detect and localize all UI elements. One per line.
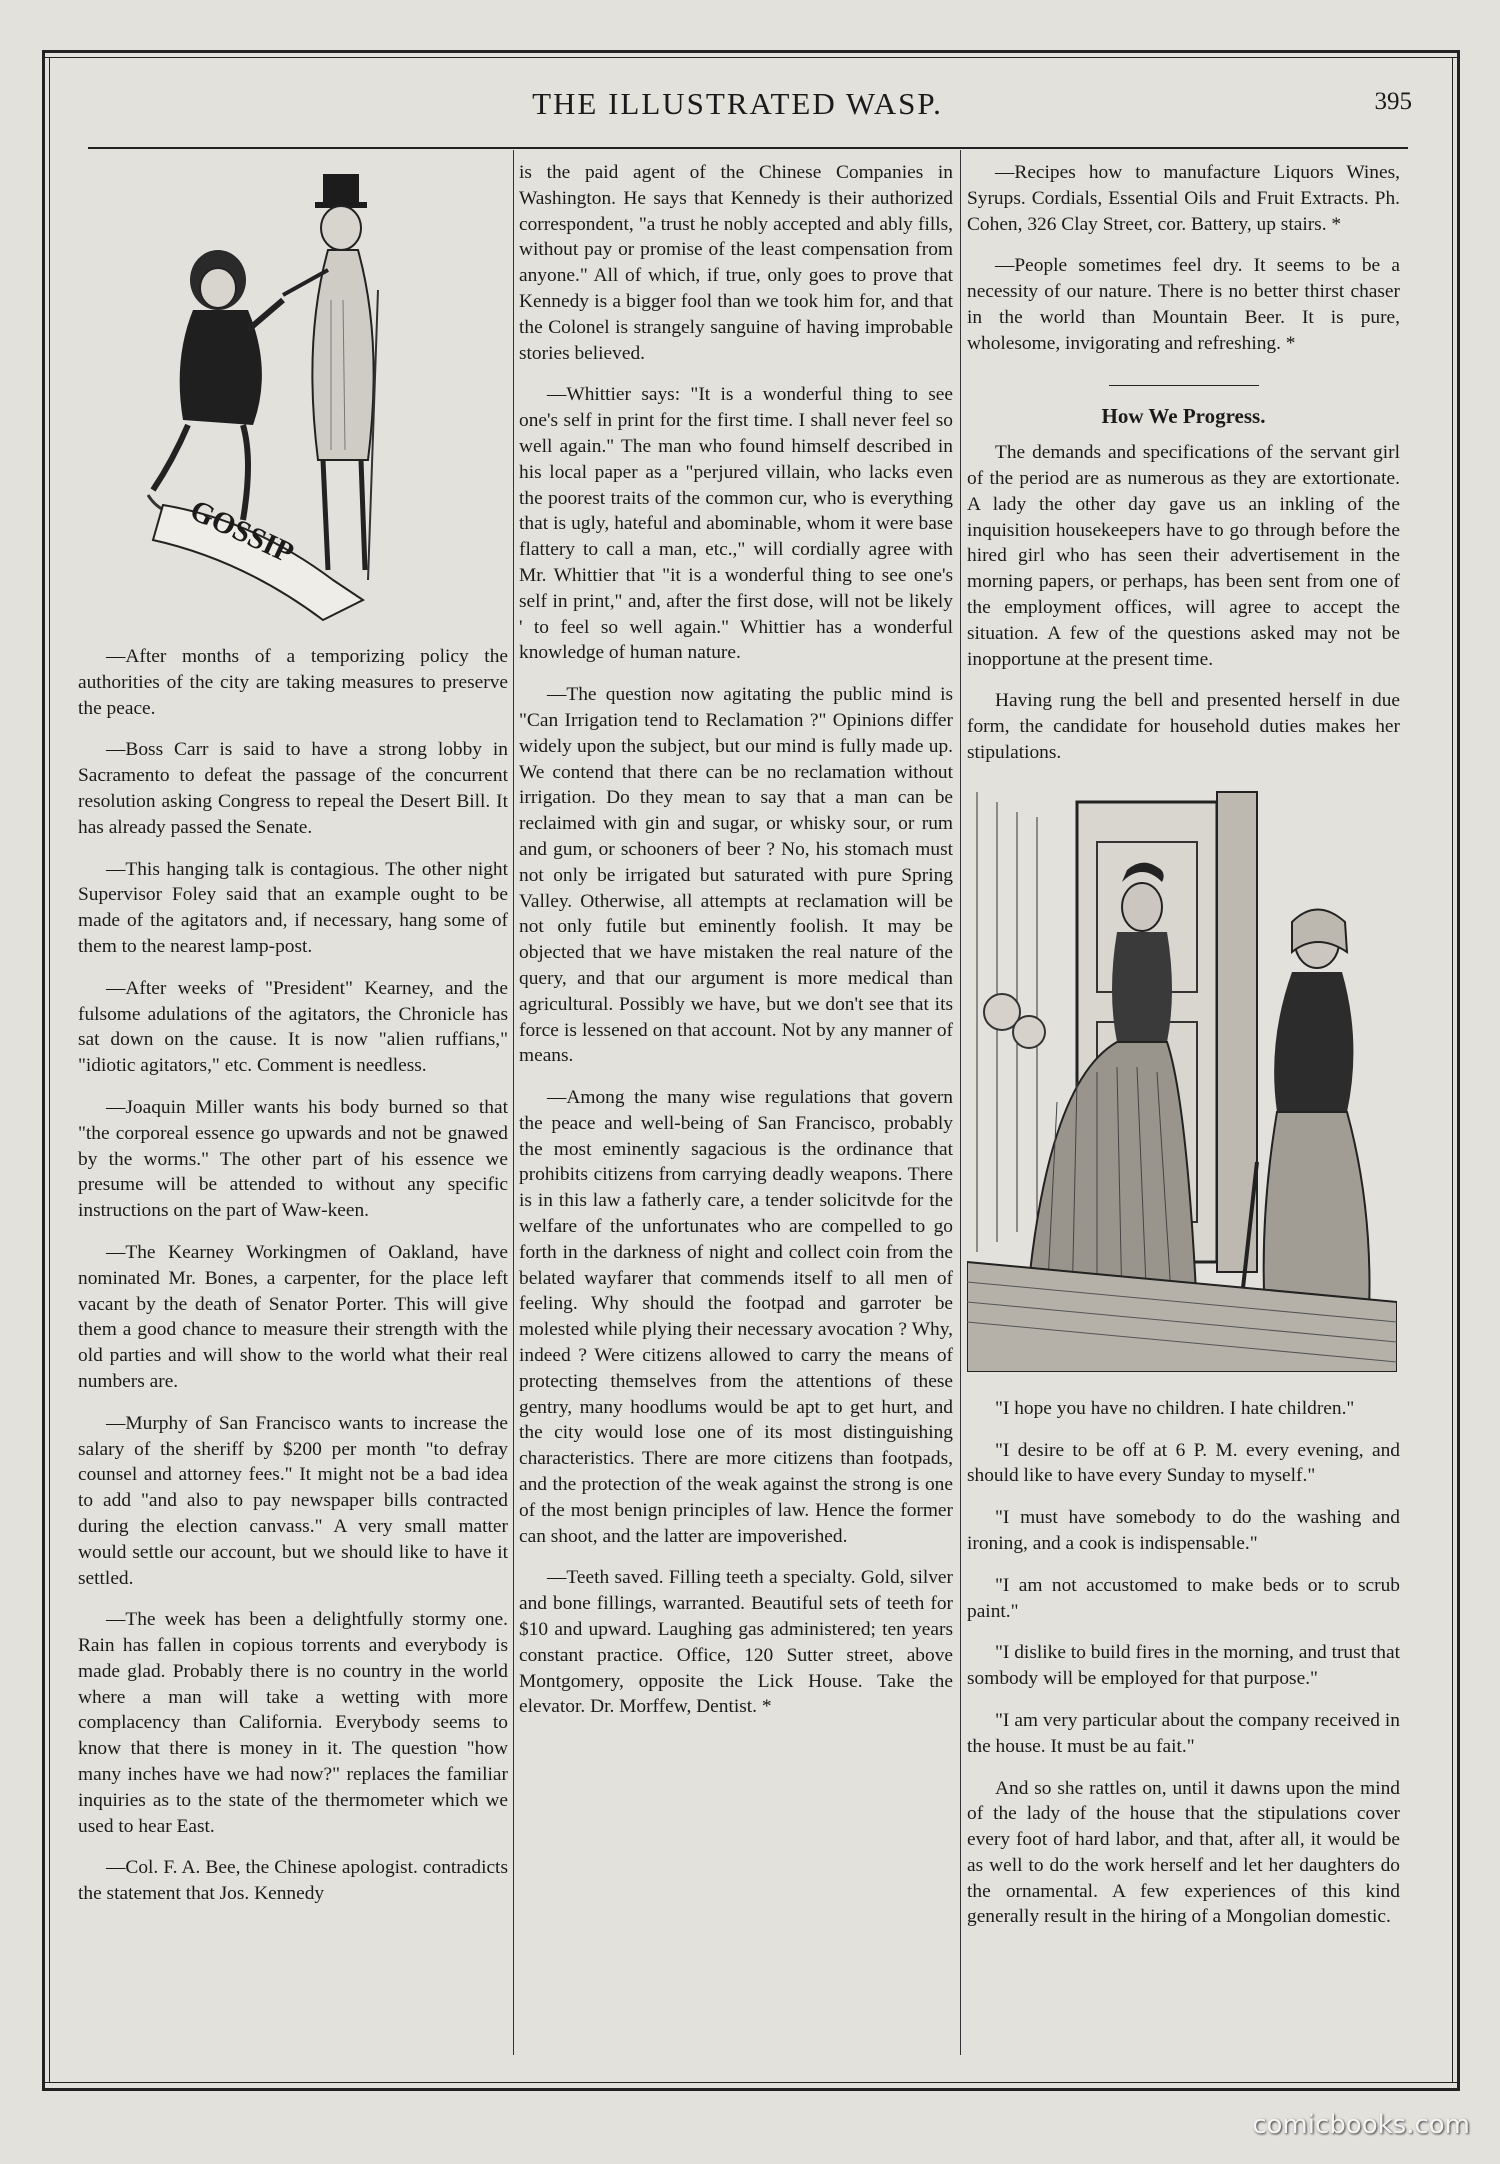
col1-paragraph: —After weeks of "President" Kearney, and the fulsome adulations of the agitators, the Chronicle has sat down on the cause. It is now "alien ruffians," "idiotic agitators," etc. Comment is needless. — [78, 977, 508, 1077]
col3-paragraph: Having rung the bell and presented herself in due form, the candidate for household duties makes her stipulations. — [967, 690, 1400, 763]
col3-quote-paragraph: "I hope you have no children. I hate children." — [995, 1397, 1355, 1419]
column-2 — [519, 160, 953, 1736]
section-heading: How We Progress. — [1101, 404, 1266, 429]
gossip-cartoon — [133, 160, 433, 630]
col1-paragraph: —After months of a temporizing policy the authorities of the city are taking measures to preserve the peace. — [78, 646, 508, 719]
outer-border-right — [1457, 50, 1460, 2091]
column-3 — [967, 160, 1400, 1946]
column-divider-1 — [513, 150, 514, 2055]
page-number: 395 — [1374, 88, 1412, 115]
page-title: THE ILLUSTRATED WASP. — [532, 86, 943, 121]
col2-paragraph: is the paid agent of the Chinese Companies in Washington. He says that Kennedy is their authorized correspondent, "a trust he nobly accepted and ably fills, without pay or promise of the least compensation from anyone." All of which, if true, only goes to prove that Kennedy is a bigger fool than we took him for, and that the Colonel is strangely sanguine of having improbable stories believed. — [519, 162, 953, 364]
inner-border-top — [42, 57, 1460, 58]
inner-border-left — [49, 57, 50, 2083]
col1-paragraph: —The week has been a delightfully stormy one. Rain has fallen in copious torrents and everybody is made glad. Probably there is no country in the world where a man will take a wetting with more complacency than California. Everybody seems to know that there is money in it. The question "how many inches have we had now?" replaces the familiar inquiries as to the state of the thermometer which we used to hear East. — [78, 1609, 508, 1837]
gossip-banner-text: GOSSIP — [185, 493, 299, 570]
col1-paragraph: —This hanging talk is contagious. The other night Supervisor Foley said that an example ought to be made of the agitators and, if necessary, hang some of them to the nearest lamp-post. — [78, 858, 508, 957]
col1-paragraph: —Murphy of San Francisco wants to increase the salary of the sheriff by $200 per month "to defray counsel and attorney fees." It might not be a bad idea to add "and also to pay newspaper bills contracted during the election canvass." A very small matter would settle our account, but we should like to have it settled. — [78, 1412, 508, 1589]
col1-paragraph: —The Kearney Workingmen of Oakland, have nominated Mr. Bones, a carpenter, for the place left vacant by the death of Senator Porter. This will give them a good chance to measure their strength with the old parties and will show to the world what their real numbers are. — [78, 1241, 508, 1392]
col3-quote-paragraph: "I am not accustomed to make beds or to scrub paint." — [967, 1574, 1400, 1622]
header-rule — [88, 147, 1408, 149]
col3-quote-paragraph: "I must have somebody to do the washing and ironing, and a cook is indispensable." — [967, 1507, 1400, 1554]
col3-quote-paragraph: "I desire to be off at 6 P. M. every evening, and should like to have every Sunday to myself." — [967, 1439, 1400, 1487]
col3-paragraph: The demands and specifications of the servant girl of the period are as numerous as they are extortionate. A lady the other day gave us an inkling of the inquisition housekeepers have to go through before the hired girl who has seen their advertisement in the morning papers, or perhaps, has been sent from one of the employment offices, will agree to accept the situation. A few of the questions asked may not be inopportune at the present time. — [967, 442, 1400, 670]
col2-paragraph: —Teeth saved. Filling teeth a specialty. Gold, silver and bone fillings, warranted. Beautiful sets of teeth for $10 and upward. Laughing gas administered; ten years constant practice. Office, 120 Sutter street, above Montgomery, opposite the Lick House. Take the elevator. Dr. Morffew, Dentist. * — [519, 1567, 953, 1718]
outer-border-left — [42, 50, 45, 2091]
gossip-cartoon-drawing — [133, 160, 433, 630]
site-watermark: comicbooks.com — [1252, 2110, 1470, 2140]
inner-border-right — [1452, 57, 1453, 2083]
inner-border-bottom — [42, 2082, 1460, 2083]
column-divider-2 — [960, 150, 961, 2055]
col1-paragraph: —Boss Carr is said to have a strong lobby in Sacramento to defeat the passage of the concurrent resolution asking Congress to repeal the Desert Bill. It has already passed the Senate. — [78, 739, 508, 838]
column-1 — [78, 160, 508, 1923]
col1-paragraph: —Col. F. A. Bee, the Chinese apologist. contradicts the statement that Jos. Kennedy — [78, 1857, 508, 1905]
outer-border-top — [42, 50, 1460, 53]
col1-paragraph: —Joaquin Miller wants his body burned so that "the corporeal essence go upwards and not be gnawed by the worms." The other part of his essence we presume will be attended to without any specific instructions on the part of Waw-keen. — [78, 1096, 508, 1222]
col3-quote-paragraph: "I am very particular about the company received in the house. It must be au fait." — [967, 1709, 1400, 1757]
section-ornament — [967, 373, 1400, 399]
col3-quote-paragraph: "I dislike to build fires in the morning, and trust that sombody will be employed for that purpose." — [967, 1642, 1400, 1690]
col2-paragraph: —Whittier says: "It is a wonderful thing to see one's self in print for the first time. I shall never feel so well again." The man who found himself described in his local paper as a "perjured villain, who lacks even the poorest traits of the common cur, who is everything that is ugly, hateful and abominable, whom it were base flattery to call a man, etc.," will cordially agree with Mr. Whittier that "it is a wonderful thing to see one's self in print," and, after the first dose, will not be likely ' to feel so well again." Whittier has a wonderful knowledge of human nature. — [519, 384, 953, 664]
col2-paragraph: —The question now agitating the public mind is "Can Irrigation tend to Reclamation ?" Opinions differ widely upon the subject, but our mind is fully made up. We contend that there can be no reclamation without irrigation. Do they mean to say that a man can be reclaimed with gin and sugar, or whisky sour, or rum and gum, or schooners of beer ? No, his stomach must not only be irrigated but saturated with pure Spring Valley. Otherwise, all attempts at reclamation will be not only futile but eminently foolish. It may be objected that we have mistaken the real nature of the query, and that our argument is more medical than agricultural. Possibly we have, but we don't see that its force is lessened on that account. Not by any manner of means. — [519, 684, 953, 1067]
page-header — [45, 86, 1430, 126]
servant-girl-drawing — [967, 782, 1397, 1372]
outer-border-bottom — [42, 2088, 1460, 2091]
col3-ad-paragraph: —People sometimes feel dry. It seems to be a necessity of our nature. There is no better thirst chaser in the world than Mountain Beer. It is pure, wholesome, invigorating and refreshing. * — [967, 255, 1400, 354]
servant-girl-illustration — [967, 782, 1397, 1372]
col3-paragraph: And so she rattles on, until it dawns upon the mind of the lady of the house that the stipulations cover every foot of hard labor, and that, after all, it would be as well to do the work herself and let her daughters do the ornamental. A few experiences of this kind generally result in the hiring of a Mongolian domestic. — [967, 1777, 1400, 1928]
col2-paragraph: —Among the many wise regulations that govern the peace and well-being of San Francisco, probably the most eminently sagacious is the ordinance that prohibits citizens from carrying deadly weapons. There is in this law a fatherly care, a tender solicitvde for the welfare of the unfortunates who are compelled to go forth in the darkness of night and collect coin from the belated wayfarer that commends itself to all men of feeling. Why should the footpad and garroter be molested while plying their necessary avocation ? Why, indeed ? Were citizens allowed to carry the means of protecting themselves from the attentions of these gentry, many hoodlums would be apt to get hurt, and the city would lose one of its most distinguishing characteristics. There are more citizens than footpads, and the protection of the weak against the strong is one of the most benign principles of law. Hence the former can shoot, and the latter are impoverished. — [519, 1087, 953, 1547]
col3-ad-paragraph: —Recipes how to manufacture Liquors Wines, Syrups. Cordials, Essential Oils and Fruit Extracts. Ph. Cohen, 326 Clay Street, cor. Battery, up stairs. * — [967, 162, 1400, 235]
